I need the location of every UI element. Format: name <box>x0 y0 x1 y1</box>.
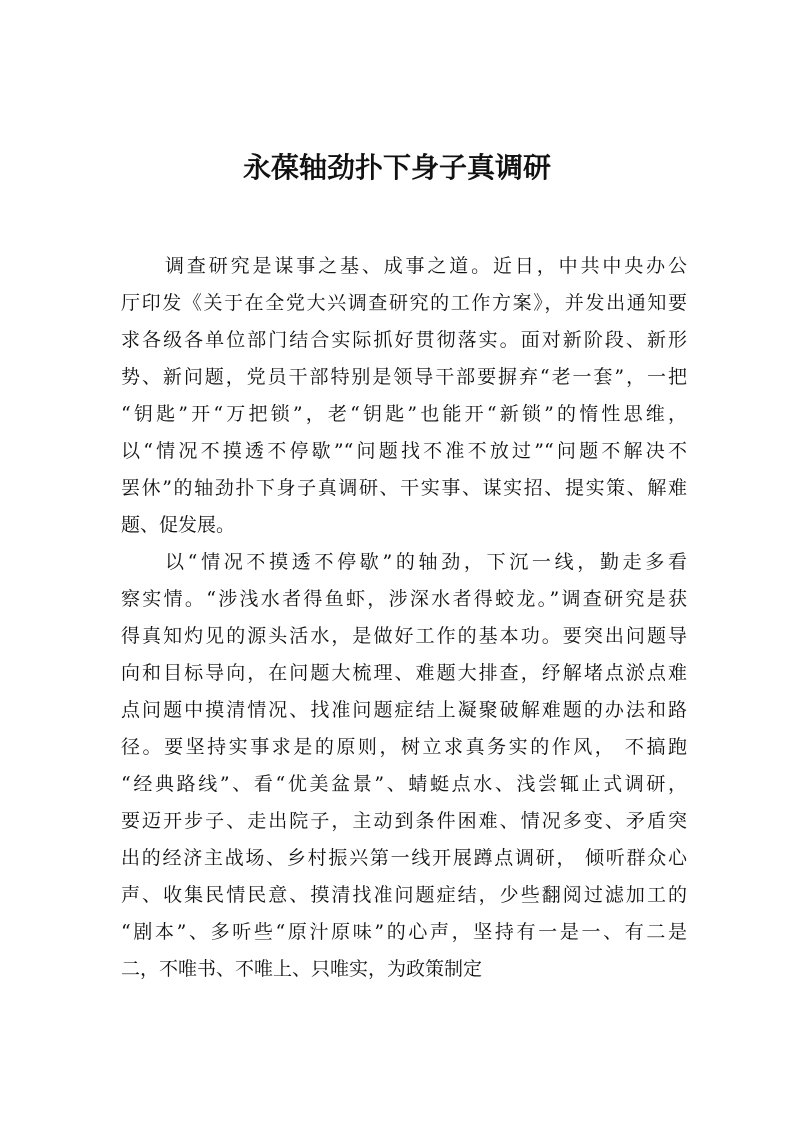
text-line: 罢休”的轴劲扑下身子真调研、干实事、谋实招、提实策、解难 <box>121 477 687 499</box>
text-line: 向和目标导向，在问题大梳理、难题大排查，纾解堵点淤点难 <box>121 662 687 684</box>
text-line: “钥匙”开“万把锁”，老“钥匙”也能开“新锁”的惰性思维， <box>121 403 687 425</box>
paragraph-1 <box>121 248 687 544</box>
text-line: 求各级各单位部门结合实际抓好贯彻落实。面对新阶段、新形 <box>121 329 687 351</box>
text-line: 要迈开步子、走出院子，主动到条件困难、情况多变、矛盾突 <box>121 810 687 832</box>
text-line: “经典路线”、看“优美盆景”、蜻蜓点水、浅尝辄止式调研， <box>121 773 687 795</box>
page-title: 永葆轴劲扑下身子真调研 <box>242 151 551 184</box>
text-line: 察实情。“涉浅水者得鱼虾，涉深水者得蛟龙。”调查研究是获 <box>121 588 687 610</box>
text-line: 二，不唯书、不唯上、只唯实，为政策制定 <box>121 958 483 980</box>
document-body <box>121 248 687 988</box>
text-line: 调查研究是谋事之基、成事之道。近日，中共中央办公 <box>165 255 687 277</box>
text-line: 以“情况不摸透不停歇”的轴劲，下沉一线，勤走多看 <box>165 551 687 573</box>
text-line: 出的经济主战场、乡村振兴第一线开展蹲点调研， 倾听群众心 <box>121 847 687 869</box>
text-line: 以“情况不摸透不停歇”“问题找不准不放过”“问题不解决不 <box>121 440 687 462</box>
text-line: 点问题中摸清情况、找准问题症结上凝聚破解难题的办法和路 <box>121 699 687 721</box>
text-line: 得真知灼见的源头活水，是做好工作的基本功。要突出问题导 <box>121 625 687 647</box>
text-line: 声、收集民情民意、摸清找准问题症结，少些翻阅过滤加工的 <box>121 884 687 906</box>
paragraph-2 <box>121 544 687 988</box>
text-line: 厅印发《关于在全党大兴调查研究的工作方案》，并发出通知要 <box>121 292 687 314</box>
text-line: 势、新问题，党员干部特别是领导干部要摒弃“老一套”，一把 <box>121 366 687 388</box>
text-line: 题、促发展。 <box>121 514 236 536</box>
text-line: 径。要坚持实事求是的原则，树立求真务实的作风， 不搞跑 <box>121 736 687 758</box>
text-line: “剧本”、多听些“原汁原味”的心声，坚持有一是一、有二是 <box>121 921 687 943</box>
